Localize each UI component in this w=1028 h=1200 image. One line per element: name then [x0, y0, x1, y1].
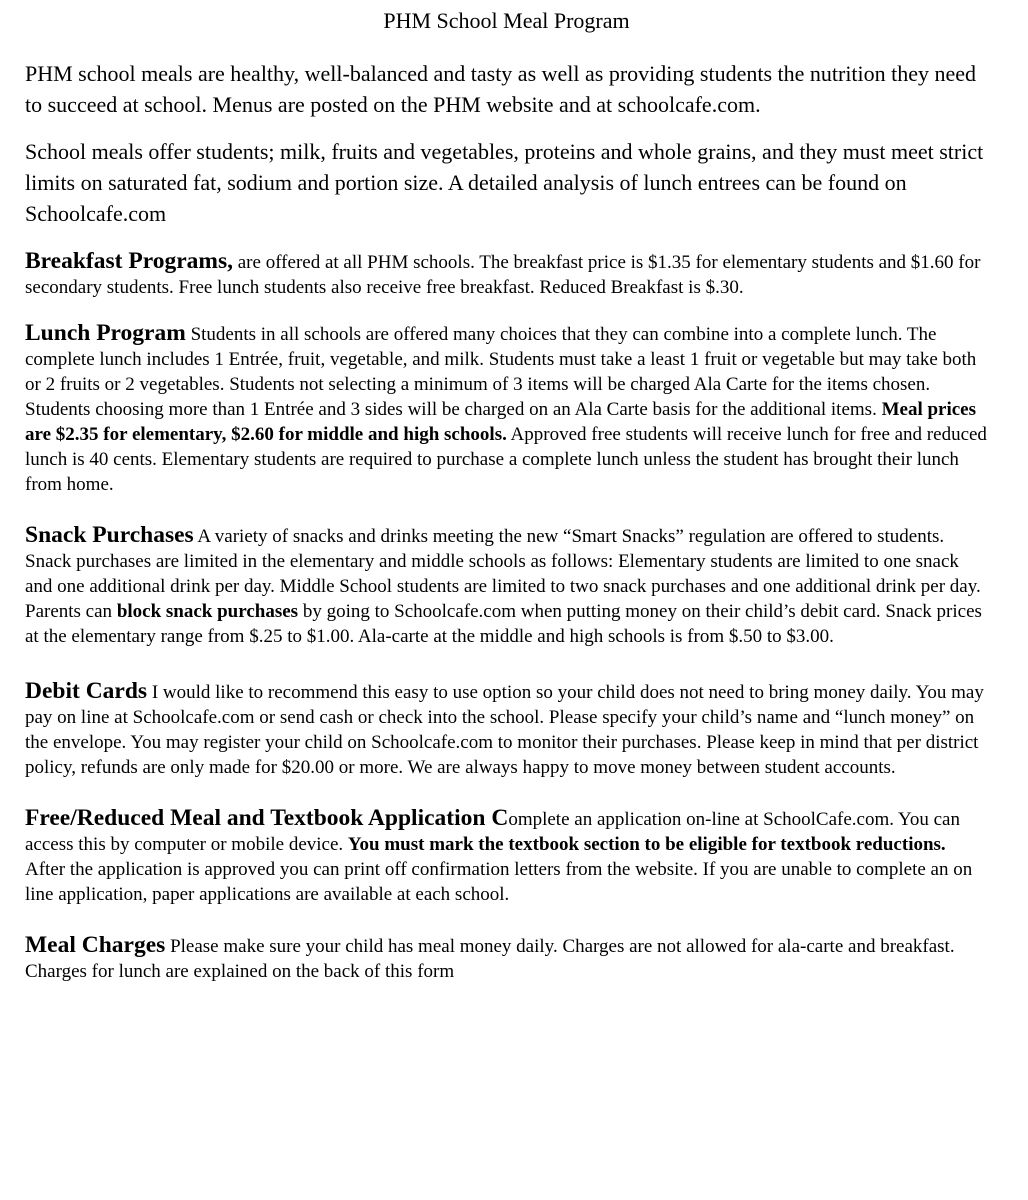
section-lunch	[25, 321, 988, 497]
section-heading-free-reduced: Free/Reduced Meal and Textbook Application C	[25, 805, 509, 831]
section-text-breakfast: are offered at all PHM schools. The breakfast price is $1.35 for elementary students and $1.60 for secondary students. Free lunch students also receive free breakfast. Reduced Breakfast is $.30.	[25, 252, 981, 298]
section-heading-breakfast: Breakfast Programs,	[25, 248, 233, 274]
section-bold-textbook: You must mark the textbook section to be eligible for textbook reductions.	[347, 834, 946, 855]
section-heading-charges: Meal Charges	[25, 932, 166, 958]
section-free-reduced	[25, 806, 988, 907]
section-bold-lunch-prices: Meal prices are $2.35 for elementary, $2.60 for middle and high schools.	[25, 399, 977, 445]
section-breakfast	[25, 249, 988, 300]
intro-paragraph-2: School meals offer students; milk, fruits and vegetables, proteins and whole grains, and they must meet strict limits on saturated fat, sodium and portion size. A detailed analysis of lunch entrees can be found on Schoolcafe.com	[25, 139, 984, 226]
section-meal-charges	[25, 933, 988, 984]
page-title: PHM School Meal Program	[383, 8, 630, 33]
section-text-snack-1: A variety of snacks and drinks meeting the new “Smart Snacks” regulation are offered to students. Snack purchases are limited in the elementary and middle schools as follows: Elementary students are limited to one snack and one additional drink per day. Middle School students are limited to two snack purchases and one additional drink per day. Parents can	[25, 526, 981, 622]
section-text-lunch-1: Students in all schools are offered many choices that they can combine into a complete lunch. The complete lunch includes 1 Entrée, fruit, vegetable, and milk. Students must take a least 1 fruit or vegetable but may take both or 2 fruits or 2 vegetables. Students not selecting a minimum of 3 items will be charged Ala Carte for the items chosen. Students choosing more than 1 Entrée and 3 sides will be charged on an Ala Carte basis for the additional items.	[25, 324, 977, 420]
section-text-charges: Please make sure your child has meal money daily. Charges are not allowed for ala-carte and breakfast. Charges for lunch are explained on the back of this form	[25, 936, 955, 982]
section-text-free-reduced-2: After the application is approved you can print off confirmation letters from the website. If you are unable to complete an on line application, paper applications are available at each school.	[25, 859, 973, 905]
section-heading-debit: Debit Cards	[25, 678, 148, 704]
section-snack	[25, 523, 988, 649]
section-heading-snack: Snack Purchases	[25, 522, 194, 548]
section-text-debit: I would like to recommend this easy to use option so your child does not need to bring money daily. You may pay on line at Schoolcafe.com or send cash or check into the school. Please specify your child’s name and “lunch money” on the envelope. You may register your child on Schoolcafe.com to monitor their purchases. Please keep in mind that per district policy, refunds are only made for $20.00 or more. We are always happy to move money between student accounts.	[25, 682, 984, 778]
section-debit-cards	[25, 679, 988, 780]
section-text-snack-2: by going to Schoolcafe.com when putting money on their child’s debit card. Snack prices at the elementary range from $.25 to $1.00. Ala-carte at the middle and high schools is from $.50 to $3.00.	[25, 601, 982, 647]
section-text-free-reduced-1: omplete an application on-line at SchoolCafe.com. You can access this by computer or mobile device.	[25, 809, 960, 855]
section-bold-snack-block: block snack purchases	[116, 601, 299, 622]
section-heading-lunch: Lunch Program	[25, 320, 186, 346]
section-text-lunch-2: Approved free students will receive lunch for free and reduced lunch is 40 cents. Elementary students are required to purchase a complete lunch unless the student has brought their lunch from home.	[25, 424, 987, 495]
intro-paragraph-1: PHM school meals are healthy, well-balanced and tasty as well as providing students the nutrition they need to succeed at school. Menus are posted on the PHM website and at schoolcafe.com.	[25, 61, 977, 117]
